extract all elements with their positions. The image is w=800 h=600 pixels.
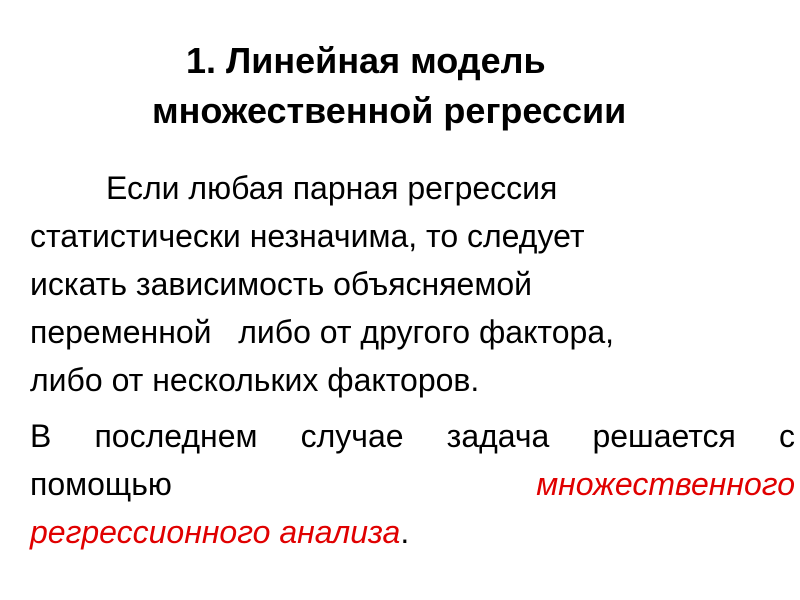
paragraph-1-line: искать зависимость объясняемой [30,266,532,302]
emphasized-term: множественного [536,466,795,502]
title-line-1: 1. Линейная модель [186,40,546,81]
paragraph-2-row-1 [30,412,795,460]
word: с [778,418,795,454]
word: В [30,418,52,454]
word: задача [446,418,550,454]
word: решается [592,418,736,454]
word: последнем [94,418,258,454]
period: . [400,514,410,550]
paragraph-2 [30,412,795,556]
word: помощью [30,466,172,502]
paragraph-1 [30,164,795,404]
paragraph-2-row-2 [30,460,795,508]
paragraph-1-line: переменной либо от другого фактора, [30,314,614,350]
paragraph-1-line: Если любая парная регрессия [106,170,558,206]
paragraph-2-row-3 [30,508,795,556]
paragraph-1-line: статистически незначима, то следует [30,218,585,254]
paragraph-1-line: либо от нескольких факторов. [30,362,480,398]
word: случае [300,418,404,454]
emphasized-term: регрессионного анализа [30,514,401,550]
title-line-2: множественной регрессии [152,90,627,131]
